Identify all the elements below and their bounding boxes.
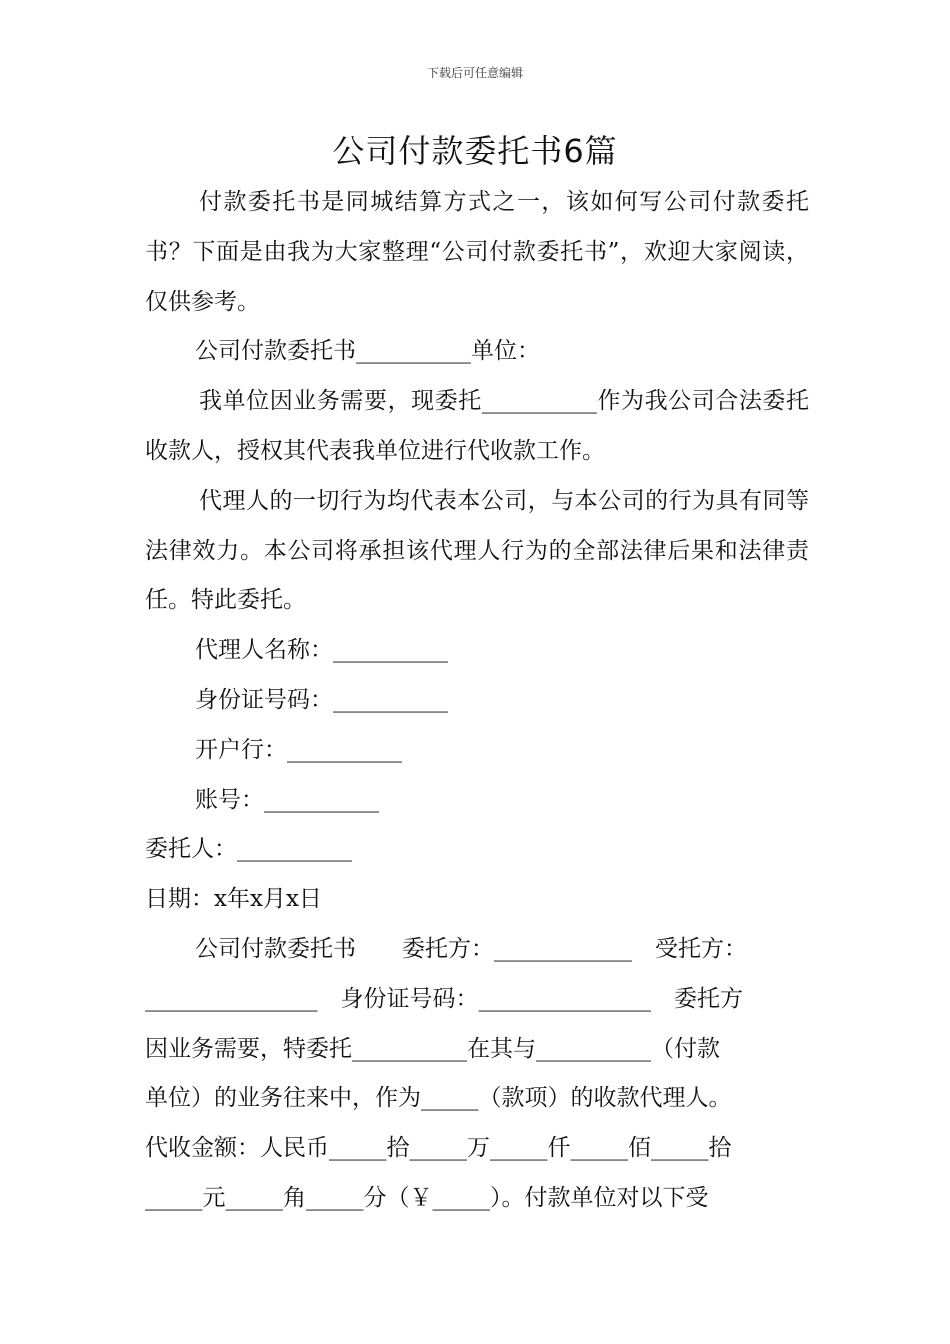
- section2-line: 单位）的业务往来中，作为_____（款项）的收款代理人。: [145, 1085, 732, 1112]
- document-title: 公司付款委托书6篇: [332, 132, 618, 170]
- intro-paragraph: 付款委托书是同城结算方式之一，该如何写公司付款委托书？下面是由我为大家整理“公司付款委托书”，欢迎大家阅读，仅供参考。: [145, 189, 809, 315]
- bank-field: 开户行：__________: [195, 736, 402, 763]
- section2-line: 公司付款委托书 委托方：____________ 受托方：: [195, 935, 747, 962]
- id-number-field: 身份证号码：__________: [195, 686, 448, 713]
- section2-line: _____元_____角_____分（￥_____）。付款单位对以下受: [145, 1184, 709, 1211]
- document-body: [145, 178, 809, 1224]
- account-field: 账号：__________: [195, 786, 379, 813]
- agent-name-field: 代理人名称：__________: [195, 637, 448, 664]
- section2-line: 代收金额：人民币_____拾_____万_____仟_____佰_____拾: [145, 1135, 732, 1162]
- letter-heading-line: 公司付款委托书__________单位：: [195, 338, 540, 365]
- section2-line: _______________ 身份证号码：_______________ 委托方: [145, 985, 743, 1012]
- section2-line: 因业务需要，特委托__________在其与__________（付款: [145, 1035, 720, 1062]
- liability-paragraph: 代理人的一切行为均代表本公司，与本公司的行为具有同等法律效力。本公司将承担该代理人行为的全部法律后果和法律责任。特此委托。: [145, 487, 809, 614]
- page-header-note: 下载后可任意编辑: [426, 66, 523, 80]
- authorization-paragraph: 我单位因业务需要，现委托__________作为我公司合法委托收款人，授权其代表我单位进行代收款工作。: [145, 388, 809, 464]
- date-field: 日期：x年x月x日: [145, 886, 322, 913]
- principal-field: 委托人：__________: [145, 836, 352, 863]
